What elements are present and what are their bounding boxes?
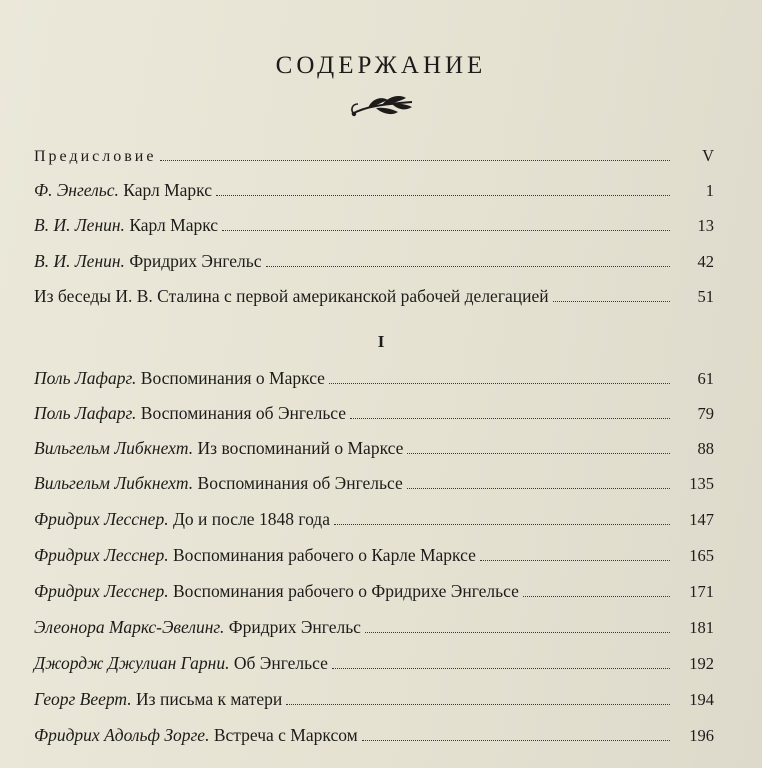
entry-author: В. И. Ленин. <box>34 215 125 235</box>
entry-title: Воспоминания рабочего о Карле Марксе <box>168 545 476 565</box>
page-title: СОДЕРЖАНИЕ <box>275 52 487 79</box>
leader-dots <box>334 524 670 525</box>
leader-dots <box>407 488 670 489</box>
entry-title: До и после 1848 года <box>168 509 330 529</box>
toc-entry[interactable] <box>34 653 714 681</box>
page-number: V <box>702 146 714 165</box>
entry-author: Поль Лафарг. <box>34 368 137 388</box>
leader-dots <box>286 704 670 705</box>
page-number: 88 <box>697 439 714 458</box>
toc-entry[interactable] <box>34 725 714 753</box>
toc-entry-preface[interactable] <box>34 146 714 174</box>
entry-title: Воспоминания о Марксе <box>136 368 325 388</box>
entry-author: Георг Веерт. <box>34 689 132 709</box>
page-number: 1 <box>705 181 714 200</box>
toc-entry[interactable] <box>34 438 714 466</box>
entry-author: Фридрих Адольф Зорге. <box>34 725 210 745</box>
entry-title: Воспоминания об Энгельсе <box>193 473 403 493</box>
toc-entry[interactable] <box>34 180 714 208</box>
leader-dots <box>266 266 670 267</box>
leader-dots <box>332 668 670 669</box>
leader-dots <box>523 596 670 597</box>
entry-author: Вильгельм Либкнехт. <box>34 473 194 493</box>
toc-entry[interactable] <box>34 545 714 573</box>
toc-entry[interactable] <box>34 286 714 314</box>
page-number: 79 <box>697 404 714 423</box>
section-number: I <box>377 332 385 351</box>
leader-dots <box>407 453 670 454</box>
leader-dots <box>365 632 670 633</box>
entry-title: Предисловие <box>34 148 157 165</box>
leader-dots <box>216 195 670 196</box>
page-number: 171 <box>689 582 714 601</box>
page-number: 42 <box>697 252 714 271</box>
entry-title: Встреча с Марксом <box>209 725 358 745</box>
entry-author: В. И. Ленин. <box>34 251 125 271</box>
toc-entry[interactable] <box>34 581 714 609</box>
page-number: 194 <box>689 690 714 709</box>
entry-author: Фридрих Лесснер. <box>34 545 169 565</box>
page-number: 61 <box>697 369 714 388</box>
toc-entry[interactable] <box>34 215 714 243</box>
entry-author: Поль Лафарг. <box>34 403 137 423</box>
page-number: 135 <box>689 474 714 493</box>
leader-dots <box>329 383 670 384</box>
page-number: 51 <box>697 287 714 306</box>
toc-entry[interactable] <box>34 689 714 717</box>
toc-entry[interactable] <box>34 403 714 431</box>
entry-title: Об Энгельсе <box>229 653 328 673</box>
toc-entry[interactable] <box>34 251 714 279</box>
toc-entry[interactable] <box>34 368 714 396</box>
toc-entry[interactable] <box>34 473 714 501</box>
entry-title: Из письма к матери <box>131 689 283 709</box>
leader-dots <box>480 560 670 561</box>
page-number: 192 <box>689 654 714 673</box>
page-number: 165 <box>689 546 714 565</box>
entry-title: Воспоминания об Энгельсе <box>136 403 347 423</box>
entry-author: Фридрих Лесснер. <box>34 581 169 601</box>
toc-entry[interactable] <box>34 509 714 537</box>
entry-author: Джордж Джулиан Гарни. <box>34 653 230 673</box>
entry-title: Из воспоминаний о Марксе <box>193 438 404 458</box>
page-number: 196 <box>689 726 714 745</box>
entry-title: Воспоминания рабочего о Фридрихе Энгельсе <box>168 581 519 601</box>
entry-title: Фридрих Энгельс <box>224 617 361 637</box>
entry-title: Карл Маркс <box>124 215 219 235</box>
entry-author: Элеонора Маркс-Эвелинг. <box>34 617 225 637</box>
toc-entry[interactable] <box>34 617 714 645</box>
leader-dots <box>553 301 670 302</box>
page-number: 181 <box>689 618 714 637</box>
leader-dots <box>160 160 670 161</box>
entry-author: Вильгельм Либкнехт. <box>34 438 194 458</box>
entry-title: Из беседы И. В. Сталина с первой американской рабочей делегацией <box>34 286 549 306</box>
page-number: 13 <box>697 216 714 235</box>
leaf-ornament-icon <box>348 92 418 122</box>
leader-dots <box>350 418 670 419</box>
page-number: 147 <box>689 510 714 529</box>
entry-title: Карл Маркс <box>118 180 212 200</box>
entry-author: Фридрих Лесснер. <box>34 509 169 529</box>
entry-title: Фридрих Энгельс <box>124 251 262 271</box>
leader-dots <box>362 740 670 741</box>
entry-author: Ф. Энгельс. <box>34 180 119 200</box>
leader-dots <box>222 230 670 231</box>
